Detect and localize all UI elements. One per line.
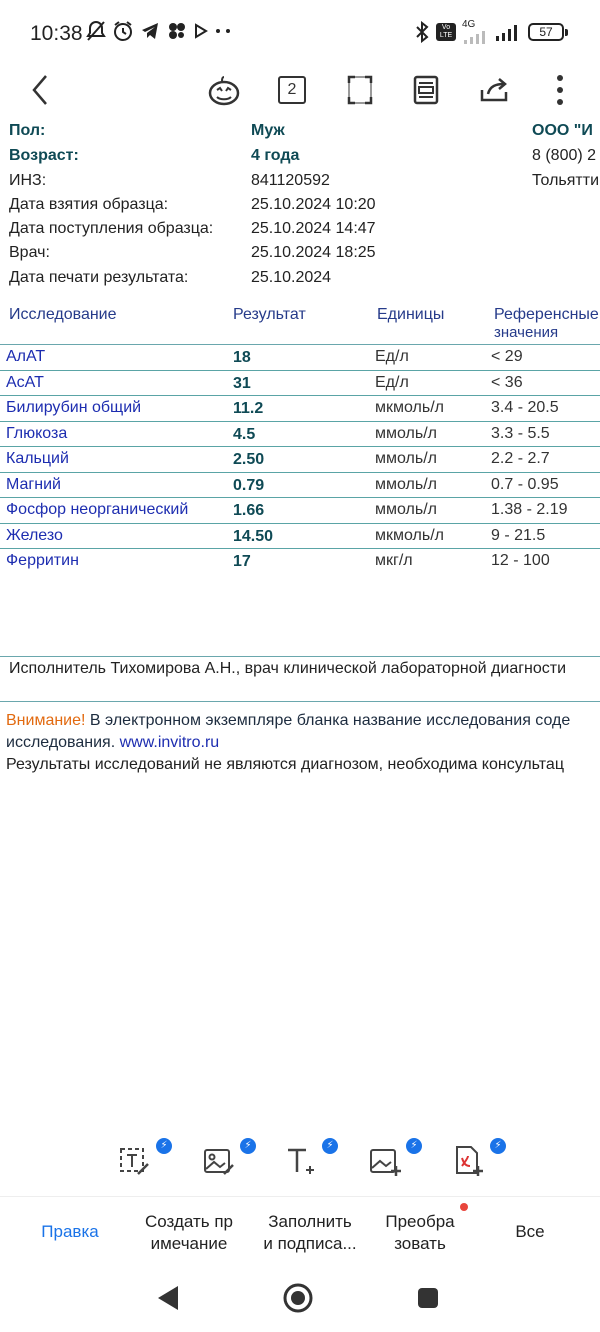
- test-ref: 3.4 - 20.5: [491, 399, 559, 416]
- test-result: 2.50: [233, 451, 265, 468]
- test-ref: < 29: [491, 348, 523, 365]
- lab-city: Тольятти: [532, 172, 599, 189]
- test-result: 17: [233, 553, 251, 570]
- row-divider: [0, 497, 600, 498]
- test-units: ммоль/л: [375, 501, 437, 518]
- warning-text: В электронном экземпляре бланка название исследования соде: [85, 712, 571, 729]
- warning-line: [6, 712, 570, 730]
- row-divider: [0, 421, 600, 422]
- disclaimer-text: Результаты исследований не являются диагнозом, необходима консультац: [6, 756, 564, 773]
- row-divider: [0, 446, 600, 447]
- top-toolbar: [0, 66, 600, 114]
- quick-tools-row: [0, 1134, 600, 1194]
- patient-label-inz: ИНЗ:: [9, 172, 47, 189]
- fullscreen-button[interactable]: [340, 66, 380, 114]
- col-header-ref: Референсные: [494, 306, 599, 323]
- notification-dot: [460, 1203, 468, 1211]
- back-button[interactable]: [22, 66, 58, 114]
- test-ref: 3.3 - 5.5: [491, 425, 550, 442]
- pumpkin-theme-button[interactable]: [202, 66, 246, 114]
- tab-fill-sign[interactable]: [254, 1211, 366, 1255]
- tab-fill-sign-line2: и подписа...: [263, 1234, 357, 1253]
- patient-label-sex: Пол:: [9, 122, 46, 139]
- col-header-ref-2: значения: [494, 324, 559, 341]
- warning-text-2: исследования.: [6, 734, 120, 751]
- patient-label-print-date: Дата печати результата:: [9, 269, 189, 286]
- performer-top-divider: [0, 656, 600, 657]
- nav-back-icon[interactable]: [156, 1284, 180, 1312]
- test-result: 31: [233, 375, 251, 392]
- patient-value-age: 4 года: [251, 147, 300, 164]
- test-name: АлАТ: [6, 348, 46, 365]
- col-header-test: Исследование: [9, 306, 117, 323]
- page-indicator-button[interactable]: [272, 66, 312, 114]
- patient-value-doctor: 25.10.2024 18:25: [251, 244, 376, 261]
- warning-label: Внимание!: [6, 712, 86, 729]
- website-link[interactable]: www.invitro.ru: [119, 734, 220, 751]
- tab-convert-line1: Преобра: [385, 1212, 455, 1231]
- text-box-edit-icon: [118, 1144, 152, 1178]
- more-dots-icon: [214, 28, 234, 34]
- row-divider: [0, 370, 600, 371]
- tab-convert[interactable]: [376, 1211, 464, 1255]
- add-image-tool-button[interactable]: [368, 1140, 418, 1184]
- test-ref: 12 - 100: [491, 552, 550, 569]
- test-ref: 0.7 - 0.95: [491, 476, 559, 493]
- test-units: Ед/л: [375, 348, 409, 365]
- patient-label-receipt-date: Дата поступления образца:: [9, 220, 214, 237]
- test-name: Ферритин: [6, 552, 79, 569]
- document-page[interactable]: [0, 114, 600, 1134]
- pdf-convert-tool-button[interactable]: [452, 1140, 502, 1184]
- row-divider: [0, 548, 600, 549]
- add-text-tool-button[interactable]: [284, 1140, 334, 1184]
- patient-label-sample-date: Дата взятия образца:: [9, 196, 169, 213]
- alarm-icon: [112, 20, 134, 42]
- edit-text-tool-button[interactable]: [118, 1140, 168, 1184]
- test-ref: < 36: [491, 374, 523, 391]
- test-name: Железо: [6, 527, 63, 544]
- signal-icon-2: [494, 23, 522, 41]
- more-options-button[interactable]: [546, 66, 574, 114]
- patient-label-age: Возраст:: [9, 147, 79, 164]
- table-header-divider: [0, 344, 600, 345]
- test-units: мкмоль/л: [375, 399, 444, 416]
- reading-mode-icon: [413, 75, 439, 105]
- tab-create-note-line1: Создать пр: [145, 1212, 233, 1231]
- test-ref: 2.2 - 2.7: [491, 450, 550, 467]
- share-icon: [478, 76, 510, 104]
- warning-line-2: [6, 734, 219, 752]
- patient-value-receipt-date: 25.10.2024 14:47: [251, 220, 376, 237]
- premium-bolt-icon: ⚡: [490, 1138, 506, 1154]
- battery-icon: 57: [528, 23, 564, 41]
- text-add-icon: [284, 1144, 318, 1178]
- patient-value-sex: Муж: [251, 122, 285, 139]
- test-result: 11.2: [233, 400, 264, 417]
- test-units: Ед/л: [375, 374, 409, 391]
- tab-fill-sign-line1: Заполнить: [268, 1212, 352, 1231]
- tab-convert-line2: зовать: [394, 1234, 446, 1253]
- lab-name: ООО "И: [532, 122, 593, 139]
- test-name: Фосфор неорганический: [6, 501, 189, 518]
- status-time: 10:38: [30, 22, 83, 45]
- tab-all[interactable]: Все: [515, 1222, 545, 1241]
- test-result: 0.79: [233, 477, 265, 494]
- reading-mode-button[interactable]: [406, 66, 446, 114]
- test-units: ммоль/л: [375, 476, 437, 493]
- nav-home-icon[interactable]: [282, 1282, 314, 1314]
- page-number: 2: [278, 76, 306, 104]
- test-result: 4.5: [233, 426, 256, 443]
- status-bar: [0, 0, 600, 66]
- image-add-icon: [368, 1144, 402, 1178]
- bottom-tab-bar: [0, 1196, 600, 1264]
- test-name: АсАТ: [6, 374, 44, 391]
- row-divider: [0, 472, 600, 473]
- test-result: 18: [233, 349, 251, 366]
- test-name: Глюкоза: [6, 425, 68, 442]
- test-units: мкмоль/л: [375, 527, 444, 544]
- lab-phone: 8 (800) 2: [532, 147, 597, 164]
- row-divider: [0, 395, 600, 396]
- patient-value-inz: 841120592: [251, 172, 330, 189]
- patient-value-print-date: 25.10.2024: [251, 269, 332, 286]
- app-cluster-icon: [166, 21, 188, 41]
- test-result: 1.66: [233, 502, 265, 519]
- test-result: 14.50: [233, 528, 274, 545]
- test-units: ммоль/л: [375, 425, 437, 442]
- col-header-units: Единицы: [377, 306, 445, 323]
- premium-bolt-icon: ⚡: [406, 1138, 422, 1154]
- edit-image-tool-button[interactable]: [202, 1140, 252, 1184]
- more-vertical-icon: [556, 74, 564, 106]
- chevron-left-icon: [30, 74, 50, 106]
- bluetooth-icon: [414, 21, 430, 43]
- row-divider: [0, 523, 600, 524]
- col-header-result: Результат: [233, 306, 306, 323]
- premium-bolt-icon: ⚡: [240, 1138, 256, 1154]
- share-button[interactable]: [472, 66, 516, 114]
- image-edit-icon: [202, 1144, 236, 1178]
- test-ref: 1.38 - 2.19: [491, 501, 568, 518]
- patient-value-sample-date: 25.10.2024 10:20: [251, 196, 376, 213]
- telegram-icon: [140, 21, 160, 41]
- play-icon: [194, 23, 208, 39]
- performer-bottom-divider: [0, 701, 600, 702]
- patient-label-doctor: Врач:: [9, 244, 50, 261]
- volte-icon: Vo LTE: [436, 23, 456, 41]
- network-type: 4G: [462, 19, 476, 30]
- tab-create-note[interactable]: [134, 1211, 244, 1255]
- test-ref: 9 - 21.5: [491, 527, 546, 544]
- test-units: мкг/л: [375, 552, 413, 569]
- mute-bell-icon: [86, 20, 106, 42]
- test-name: Билирубин общий: [6, 399, 142, 416]
- pdf-convert-icon: [452, 1144, 486, 1178]
- performer-text: Исполнитель Тихомирова А.Н., врач клинической лабораторной диагности: [9, 660, 567, 677]
- status-notification-icons: [86, 20, 234, 42]
- nav-recents-icon[interactable]: [416, 1286, 440, 1310]
- test-name: Магний: [6, 476, 61, 493]
- premium-bolt-icon: ⚡: [156, 1138, 172, 1154]
- status-system-icons: [414, 20, 564, 44]
- test-name: Кальций: [6, 450, 69, 467]
- fullscreen-icon: [347, 75, 373, 105]
- system-nav-bar: [0, 1264, 600, 1332]
- test-units: ммоль/л: [375, 450, 437, 467]
- tab-edit[interactable]: Правка: [41, 1222, 99, 1241]
- pumpkin-icon: [206, 73, 242, 107]
- tab-create-note-line2: имечание: [150, 1234, 228, 1253]
- signal-icon: [462, 30, 488, 44]
- premium-bolt-icon: ⚡: [322, 1138, 338, 1154]
